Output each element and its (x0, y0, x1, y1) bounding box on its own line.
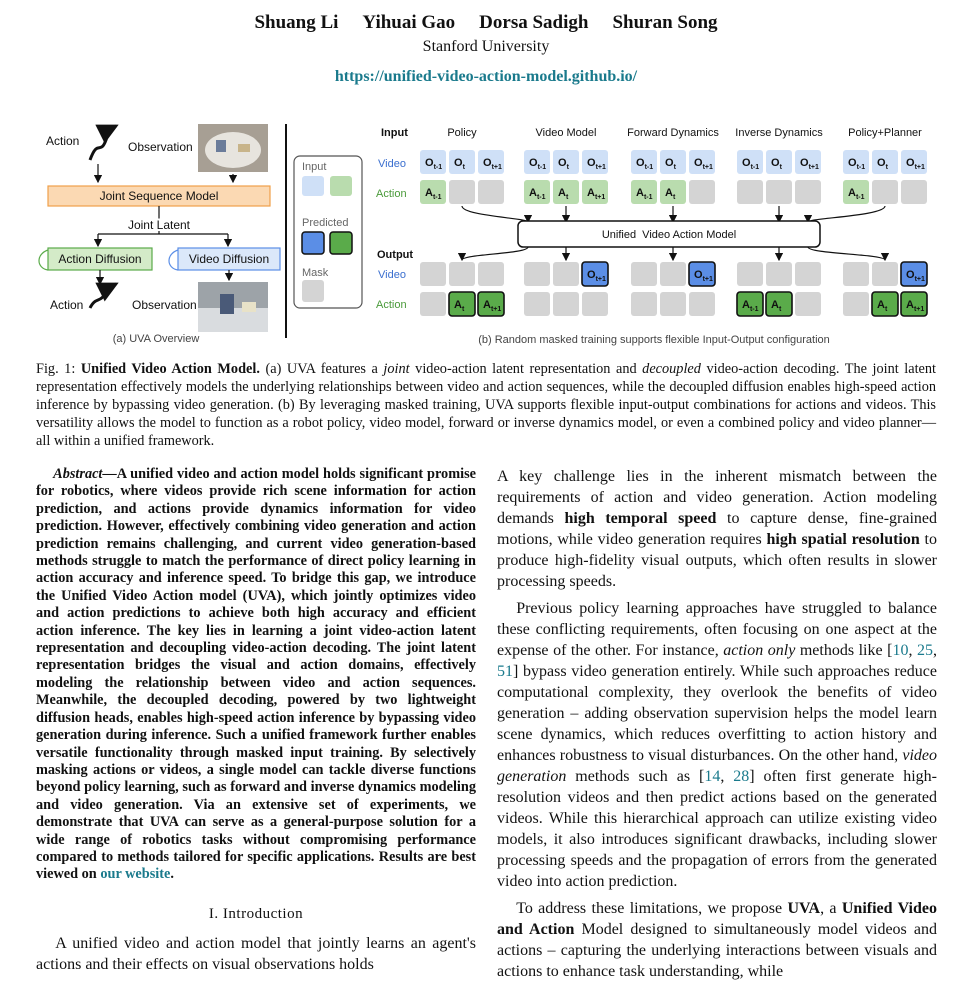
cell-token-label: $A_{t-1}$ (848, 187, 865, 201)
cell-token-label: $A_{t-1}$ (742, 299, 759, 313)
cell-token-label: $O_t$ (558, 157, 569, 171)
affiliation: Stanford University (422, 38, 550, 55)
legend-input-label: Input (302, 161, 327, 173)
cell-token-label: $O_{t+1}$ (587, 157, 606, 171)
cell-token-label: $O_{t+1}$ (906, 157, 925, 171)
video-input-cell (795, 150, 821, 174)
para-text: methods such as [ (566, 768, 705, 785)
action-diffusion-label: Action Diffusion (58, 252, 142, 266)
abstract-end: . (170, 866, 174, 883)
author-name: Yihuai Gao (362, 12, 456, 33)
cell-token-label: $O_{t-1}$ (636, 157, 654, 171)
caption-label: Fig. 1: (36, 361, 76, 377)
video-input-cell (660, 150, 686, 174)
video-input-cell (766, 150, 792, 174)
cell-token-label: $A_t$ (877, 299, 888, 313)
author-list (0, 12, 972, 34)
cell-token-label: $A_t$ (454, 299, 465, 313)
video-output-cell (449, 262, 475, 286)
output-row-label: Output (377, 249, 414, 261)
action-output-cell (737, 292, 763, 316)
right-column (497, 466, 937, 988)
cell-token-label: $O_{t+1}$ (800, 157, 819, 171)
action-output-cell (420, 292, 446, 316)
action-output-cell (872, 292, 898, 316)
legend-mask-label: Mask (302, 267, 329, 279)
action-output-cell (449, 292, 475, 316)
legend-predicted-action-swatch (330, 232, 352, 254)
cell-token-label: $O_{t+1}$ (694, 269, 713, 283)
para-text: , a (820, 900, 842, 917)
caption-text: video-action decoding. The joint latent representation effectively models the underlying relationships between video and action sequences, while the decoupled diffusion enables high-speed action inference by bypassing video generation. (b) By leveraging masked training, UVA supports flexible input-output combinations for actions and videos. This versatility allows the model to function as a robot policy, video model, forward or inverse dynamics model, or even a combined policy and video planner—all within a unified framework. (36, 361, 937, 449)
caption-emph: decoupled (642, 361, 701, 377)
video-output-cell (582, 262, 608, 286)
column-header: Inverse Dynamics (735, 127, 823, 139)
citation-link[interactable]: 28 (733, 768, 750, 785)
action-output-cell (478, 292, 504, 316)
caption-text: (a) UVA features a (259, 361, 384, 377)
action-output-cell (553, 292, 579, 316)
para-text: Model designed to simultaneously model videos and actions – capturing the underlying interactions between visuals and actions to enhance task understanding, while (497, 921, 937, 980)
action-output-label: Action (50, 298, 84, 312)
action-input-cell (766, 180, 792, 204)
cell-token-label: $O_{t+1}$ (906, 269, 925, 283)
paragraph-challenge (497, 466, 937, 592)
cell-token-label: $O_{t-1}$ (742, 157, 760, 171)
cell-token-label: $O_{t-1}$ (848, 157, 866, 171)
section-heading-introduction: I. Introduction (208, 905, 304, 922)
video-diffusion-label: Video Diffusion (188, 252, 270, 266)
action-input-cell (631, 180, 657, 204)
action-input-cell (524, 180, 550, 204)
para-bold: Unified Video and Action (497, 900, 937, 938)
para-emph: video generation (497, 747, 937, 785)
para-text: ] often first generate high-resolution videos and then predict actions based on the generated videos. While this hierarchical approach can utilize existing video models, it also introduces significant drawbacks, including slower processing speeds and the propagation of errors from the generated video into action prediction. (497, 768, 938, 890)
video-output-cell (843, 262, 869, 286)
joint-latent-label: Joint Latent (127, 218, 191, 232)
para-bold: high temporal speed (564, 510, 717, 527)
action-input-cell (901, 180, 927, 204)
caption-emph: joint (383, 361, 410, 377)
cell-token-label: $O_{t-1}$ (425, 157, 443, 171)
column-header: Forward Dynamics (627, 127, 719, 139)
action-output-cell (843, 292, 869, 316)
video-output-cell (524, 262, 550, 286)
action-input-cell (420, 180, 446, 204)
action-input-cell (843, 180, 869, 204)
citation-link[interactable]: 25 (917, 642, 934, 659)
para-bold: UVA (787, 900, 821, 917)
video-output-cell (660, 262, 686, 286)
action-output-cell (631, 292, 657, 316)
action-input-cell (449, 180, 475, 204)
action-input-cell (795, 180, 821, 204)
column-header: Policy (447, 127, 477, 139)
video-input-row-label: Video (378, 158, 406, 170)
abstract-label: Abstract (53, 466, 103, 482)
cell-token-label: $O_{t+1}$ (483, 157, 502, 171)
uva-model-label: Unified Video Action Model (601, 229, 737, 241)
para-bold: high spatial resolution (766, 531, 920, 548)
cell-token-label: $O_t$ (665, 157, 676, 171)
column-header: Video Model (535, 127, 597, 139)
video-output-cell (901, 262, 927, 286)
legend-predicted-video-swatch (302, 232, 324, 254)
para-emph: action only (723, 642, 796, 659)
paragraph-previous-approaches: Previous policy learning approaches have struggled to balance these conflicting requirements, often focusing on one aspect at the expense of the other. For instance, action only methods like [10, 25, 51] bypass video generation entirely. While such approaches reduce computational complexity, they overlook the benefits of video generation – adding observation supervision helps the model learn scene dynamics, which reduces overfitting to action history and enhances robustness to visual disturbances. On the other hand, video generation methods such as [14, 28] often first generate high-resolution videos and then predict actions based on the generated videos. While this hierarchical approach can utilize existing video models, it also introduces significant drawbacks, including slower processing speeds and the propagation of errors from the generated video into action prediction. (497, 600, 938, 890)
project-url-link[interactable]: https://unified-video-action-model.github.io/ (334, 68, 638, 85)
action-input-cell (582, 180, 608, 204)
cell-token-label: $O_t$ (771, 157, 782, 171)
subcaption-b: (b) Random masked training supports flexible Input-Output configuration (478, 334, 830, 346)
video-output-cell (478, 262, 504, 286)
video-input-cell (901, 150, 927, 174)
author-name: Dorsa Sadigh (479, 12, 589, 33)
action-input-cell (553, 180, 579, 204)
action-input-cell (660, 180, 686, 204)
action-output-cell (689, 292, 715, 316)
action-output-cell (766, 292, 792, 316)
video-output-cell (553, 262, 579, 286)
column-header: Policy+Planner (848, 127, 922, 139)
video-output-row-label: Video (378, 269, 406, 281)
cell-token-label: $A_{t-1}$ (529, 187, 546, 201)
cell-token-label: $A_t$ (665, 187, 676, 201)
para-text: ] bypass video generation entirely. While such approaches reduce computational complexity, they overlook the benefits of video generation – adding observation supervision helps the model learn scene dynamics, which reduces overfitting to action history and enhances robustness to visual disturbances. On the other hand, (497, 663, 937, 764)
cell-token-label: $A_{t+1}$ (906, 299, 925, 313)
input-row-label: Input (381, 127, 408, 139)
action-output-cell (524, 292, 550, 316)
input-arrow (808, 206, 885, 222)
action-output-cell (660, 292, 686, 316)
video-output-cell (737, 262, 763, 286)
action-input-cell (872, 180, 898, 204)
caption-text: video-action latent representation and (409, 361, 643, 377)
caption-title: Unified Video Action Model. (80, 361, 260, 377)
website-link[interactable]: our website (100, 866, 171, 883)
citation-link[interactable]: 14 (704, 768, 721, 785)
cell-token-label: $O_{t+1}$ (587, 269, 606, 283)
video-input-cell (553, 150, 579, 174)
video-output-cell (420, 262, 446, 286)
legend-input-action-swatch (330, 176, 352, 196)
subcaption-a: (a) UVA Overview (112, 333, 200, 345)
para-text: to produce high-fidelity visual outputs, which often results in slower processing speeds. (497, 531, 937, 590)
observation-image (198, 124, 268, 172)
video-input-cell (420, 150, 446, 174)
intro-paragraph: A unified video and action model that jointly learns an agent's actions and their effects on visual observations holds (36, 935, 476, 974)
cell-token-label: $O_{t+1}$ (694, 157, 713, 171)
video-input-cell (843, 150, 869, 174)
figure-caption (36, 360, 936, 450)
para-text: Previous policy learning approaches have struggled to balance these conflicting requirements, often focusing on one aspect at the expense of the other. For instance, (497, 600, 937, 659)
video-input-cell (872, 150, 898, 174)
citation-link[interactable]: 10 (892, 642, 909, 659)
cell-token-label: $A_{t+1}$ (483, 299, 502, 313)
left-column (36, 466, 476, 975)
video-output-cell (689, 262, 715, 286)
video-output-cell (872, 262, 898, 286)
input-arrow (462, 206, 528, 222)
video-output-cell (795, 262, 821, 286)
cell-token-label: $A_{t-1}$ (636, 187, 653, 201)
action-output-row-label: Action (376, 299, 407, 311)
legend-input-video-swatch (302, 176, 324, 196)
video-input-cell (631, 150, 657, 174)
video-input-cell (449, 150, 475, 174)
action-input-cell (689, 180, 715, 204)
cell-token-label: $O_t$ (454, 157, 465, 171)
observation-input-label: Observation (128, 140, 193, 154)
video-input-cell (689, 150, 715, 174)
action-output-cell (901, 292, 927, 316)
video-input-cell (737, 150, 763, 174)
cell-token-label: $O_t$ (877, 157, 888, 171)
video-output-cell (631, 262, 657, 286)
paragraph-proposal (497, 898, 937, 982)
action-input-cell (737, 180, 763, 204)
action-input-cell (478, 180, 504, 204)
para-text: to capture dense, fine-grained motions, while video generation requires (497, 510, 938, 548)
citation-link[interactable]: 51 (497, 663, 513, 680)
observation-output-label: Observation (132, 298, 197, 312)
para-text: To address these limitations, we propose (516, 900, 788, 917)
cell-token-label: $A_{t-1}$ (425, 187, 442, 201)
para-text: methods like [ (795, 642, 893, 659)
output-arrow (808, 247, 885, 260)
action-input-row-label: Action (376, 188, 407, 200)
para-text: A key challenge lies in the inherent mismatch between the requirements of action and video generation. Action modeling demands (497, 468, 937, 527)
figure-1 (28, 118, 944, 350)
action-output-curve-icon (90, 284, 116, 308)
cell-token-label: $O_{t-1}$ (529, 157, 547, 171)
legend-mask-swatch (302, 280, 324, 302)
cell-token-label: $A_{t+1}$ (587, 187, 606, 201)
action-output-cell (795, 292, 821, 316)
action-curve-icon (90, 126, 116, 160)
output-arrow (462, 247, 528, 260)
action-output-cell (582, 292, 608, 316)
video-input-cell (524, 150, 550, 174)
action-input-label: Action (46, 134, 80, 148)
abstract-body: —A unified video and action model holds significant promise for robotics, where videos provide rich scene information for action prediction, and actions provide dynamics information for video prediction. However, effectively combining video generation and action prediction remains challenging, and current video generation-based methods struggle to match the performance of direct policy learning in action accuracy and inference speed. To bridge this gap, we introduce the Unified Video Action model (UVA), which jointly optimizes video and action predictions to achieve both high accuracy and efficient action inference. The key lies in learning a joint video-action latent representation and decoupling video-action decoding. The joint latent representation bridges the visual and action domains, effectively modeling the relationship between video and action sequences. Meanwhile, the decoupled decoding, powered by two lightweight diffusion heads, enables high-speed action inference by bypassing video generation during inference. Such a unified framework further enables versatile functionality through masked input training. By selectively masking actions or videos, a single model can tackle diverse functions beyond policy learning, such as forward and inverse dynamics modeling and video generation. Via an extensive set of experiments, we demonstrate that UVA can serve as a general-purpose solution for a wide range of robotics tasks without compromising performance compared to methods tailored for specific applications. Results are best viewed on (36, 466, 476, 883)
author-name: Shuang Li (254, 12, 339, 33)
joint-sequence-model-label: Joint Sequence Model (99, 189, 219, 203)
cell-token-label: $A_t$ (771, 299, 782, 313)
legend-predicted-label: Predicted (302, 217, 349, 229)
cell-token-label: $A_t$ (558, 187, 569, 201)
video-output-cell (766, 262, 792, 286)
observation-output-image (198, 282, 268, 332)
abstract (36, 466, 476, 884)
video-input-cell (478, 150, 504, 174)
video-input-cell (582, 150, 608, 174)
author-name: Shuran Song (612, 12, 718, 33)
